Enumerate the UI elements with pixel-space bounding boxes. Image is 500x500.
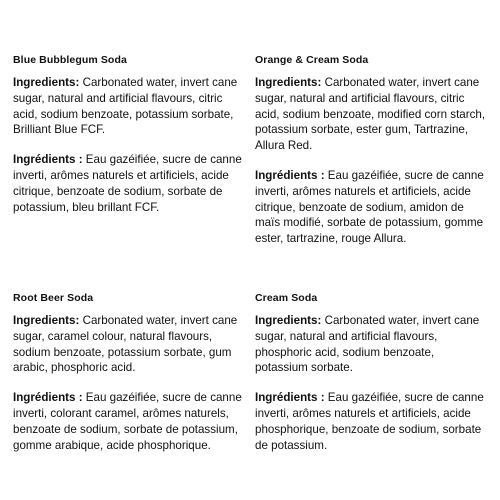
ingredients-text-fr: Eau gazéifiée, sucre de canne inverti, arômes naturels et artificiels, acide phosphorique, benzoate de sodium, sorbate de potassium.: [255, 391, 484, 452]
panel-blue-bubblegum-soda: [13, 54, 245, 229]
ingredients-grid: [13, 54, 493, 474]
product-title: Root Beer Soda: [13, 292, 94, 304]
ingredients-label-fr: Ingrédients :: [255, 168, 325, 182]
ingredients-label-en: Ingredients:: [13, 314, 80, 327]
panel-orange-cream-soda: [255, 54, 487, 261]
ingredients-text-fr: Eau gazéifiée, sucre de canne inverti, arômes naturels et artificiels, acide citrique, benzoate de sodium, sorbate de potassium, bleu brillant FCF.: [13, 153, 242, 214]
panel-root-beer-soda: [13, 292, 245, 467]
ingredients-label-fr: Ingrédients :: [13, 391, 83, 405]
ingredients-french: [255, 390, 487, 453]
ingredients-french: [255, 168, 487, 247]
ingredients-french: [13, 152, 245, 215]
panel-cream-soda: [255, 292, 487, 467]
ingredients-text-en: Carbonated water, invert cane sugar, caramel colour, natural flavours, sodium benzoate, potassium sorbate, gum arabic, phosphoric acid.: [13, 314, 238, 375]
product-title: Cream Soda: [255, 292, 318, 304]
ingredients-text-en: Carbonated water, invert cane sugar, natural and artificial flavours, citric acid, sodium benzoate, potassium sorbate, Brilliant Blue FCF.: [13, 76, 238, 137]
ingredients-english: [255, 75, 487, 154]
ingredients-label-en: Ingredients:: [255, 76, 322, 89]
ingredients-english: [13, 75, 245, 138]
ingredients-label-fr: Ingrédients :: [255, 391, 325, 405]
ingredients-text-en: Carbonated water, invert cane sugar, natural and artificial flavours, phosphoric acid, sodium benzoate, potassium sorbate.: [255, 314, 480, 375]
product-title: Orange & Cream Soda: [255, 54, 369, 66]
ingredients-text-en: Carbonated water, invert cane sugar, natural and artificial flavours, citric acid, sodium benzoate, modified corn starch, potassium sorbate, ester gum, Tartrazine, Allura Red.: [255, 76, 486, 153]
ingredients-text-fr: Eau gazéifiée, sucre de canne inverti, colorant caramel, arômes naturels, benzoate de sodium, sorbate de potassium, gomme arabique, acide phosphorique.: [13, 391, 242, 452]
product-title: Blue Bubblegum Soda: [13, 54, 127, 66]
ingredients-label-en: Ingredients:: [255, 314, 322, 327]
ingredients-english: [13, 313, 245, 376]
ingredients-label-en: Ingredients:: [13, 76, 80, 89]
ingredients-text-fr: Eau gazéifiée, sucre de canne inverti, arômes naturels et artificiels, acide citrique, benzoate de sodium, amidon de maïs modifié, sorbate de potassium, gomme ester, tartrazine, rouge Allura.: [255, 168, 484, 246]
ingredients-label-fr: Ingrédients :: [13, 153, 83, 167]
ingredients-english: [255, 313, 487, 376]
ingredients-french: [13, 390, 245, 453]
